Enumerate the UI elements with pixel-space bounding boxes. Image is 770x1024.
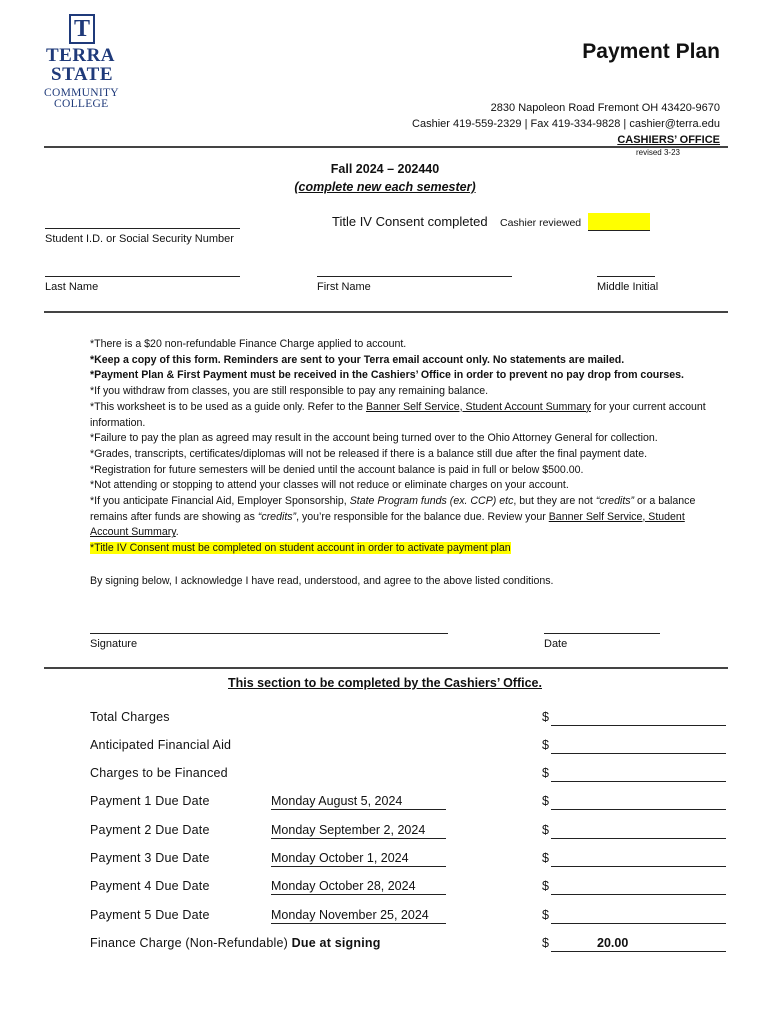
term-item: *Failure to pay the plan as agreed may result in the account being turned over to the Ohio Attorney General for collection. (90, 432, 658, 445)
term-item: *Registration for future semesters will be denied until the account balance is paid in full or below $500.00. (90, 463, 584, 476)
term-item: *Grades, transcripts, certificates/diplomas will not be released if there is a balance still due after the final payment date. (90, 447, 648, 460)
cashier-row (90, 823, 730, 843)
due-date: Monday November 25, 2024 (271, 908, 446, 924)
dollar-sign: $ (542, 936, 549, 950)
cashier-row (90, 766, 730, 786)
due-date: Monday September 2, 2024 (271, 823, 446, 839)
dollar-sign: $ (542, 823, 549, 837)
amount-field[interactable] (551, 838, 726, 839)
signature-line[interactable] (90, 633, 448, 634)
cashier-row-label: Payment 1 Due Date (90, 794, 210, 808)
section-divider-2 (44, 667, 728, 669)
logo-line-college: COLLEGE (54, 98, 109, 110)
due-date: Monday October 1, 2024 (271, 851, 446, 867)
cashier-row (90, 738, 730, 758)
address: 2830 Napoleon Road Fremont OH 43420-9670 (490, 102, 720, 114)
last-name-label: Last Name (45, 281, 99, 293)
finance-amount: 20.00 (597, 936, 629, 950)
logo-t-letter: T (73, 16, 90, 42)
acknowledgement: By signing below, I acknowledge I have read, understood, and agree to the above listed conditions. (90, 575, 554, 587)
cashier-row (90, 851, 730, 871)
office-name: CASHIERS’ OFFICE (617, 134, 720, 146)
finance-amount-line (551, 951, 726, 952)
student-id-line[interactable] (45, 228, 240, 229)
amount-field[interactable] (551, 809, 726, 810)
banner-link[interactable]: Banner Self Service, Student Account Summary (365, 400, 591, 413)
date-line[interactable] (544, 633, 660, 634)
cashier-row (90, 879, 730, 899)
page-title: Payment Plan (582, 40, 720, 63)
cashier-section-heading: This section to be completed by the Cashiers’ Office. (228, 676, 542, 690)
cashier-row-label: Anticipated Financial Aid (90, 738, 232, 752)
dollar-sign: $ (542, 879, 549, 893)
first-name-label: First Name (317, 281, 371, 293)
date-label: Date (544, 638, 568, 650)
middle-initial-label: Middle Initial (597, 281, 659, 293)
logo-line-community: COMMUNITY (44, 87, 119, 99)
term-item: *This worksheet is to be used as a guide only. Refer to the Banner Self Service, Student Account Summary for your current account information. (90, 400, 706, 429)
student-id-label: Student I.D. or Social Security Number (45, 233, 234, 245)
section-divider-1 (44, 311, 728, 313)
terms-list (90, 337, 722, 557)
dollar-sign: $ (542, 738, 549, 752)
term-item: *If you withdraw from classes, you are still responsible to pay any remaining balance. (90, 385, 489, 398)
finance-charge-label: Finance Charge (Non-Refundable) Due at signing (90, 936, 381, 950)
amount-field[interactable] (551, 866, 726, 867)
dollar-sign: $ (542, 851, 549, 865)
dollar-sign: $ (542, 710, 549, 724)
revised-date: revised 3-23 (635, 148, 680, 157)
logo-line-terra: TERRA (46, 45, 116, 66)
term-item (90, 541, 722, 557)
cashier-row-label: Payment 2 Due Date (90, 823, 210, 837)
term-item: *Payment Plan & First Payment must be received in the Cashiers’ Office in order to prevent no pay drop from courses. (90, 369, 685, 382)
amount-field[interactable] (551, 781, 726, 782)
amount-field[interactable] (551, 923, 726, 924)
title4-notice: *Title IV Consent must be completed on student account in order to activate payment plan (90, 542, 511, 555)
term-item: *Not attending or stopping to attend your classes will not reduce or eliminate charges on your account. (90, 479, 569, 492)
dollar-sign: $ (542, 766, 549, 780)
contact-line: Cashier 419-559-2329 | Fax 419-334-9828 | cashier@terra.edu (412, 118, 720, 130)
title4-consent-label: Title IV Consent completed (332, 214, 488, 229)
amount-field[interactable] (551, 753, 726, 754)
finance-charge-row (90, 936, 730, 956)
due-date: Monday August 5, 2024 (271, 794, 446, 810)
amount-field[interactable] (551, 894, 726, 895)
cashier-row (90, 710, 730, 730)
dollar-sign: $ (542, 794, 549, 808)
term-note: (complete new each semester) (294, 180, 476, 194)
cashier-row (90, 908, 730, 928)
cashier-row-label: Payment 3 Due Date (90, 851, 210, 865)
middle-initial-line[interactable] (597, 276, 655, 277)
term-item: *There is a $20 non-refundable Finance Charge applied to account. (90, 338, 407, 350)
cashier-row-label: Charges to be Financed (90, 766, 228, 780)
cashier-row-label: Total Charges (90, 710, 170, 724)
dollar-sign: $ (542, 908, 549, 922)
cashier-reviewed-field[interactable] (588, 213, 650, 231)
term-title: Fall 2024 – 202440 (330, 162, 440, 176)
amount-field[interactable] (551, 725, 726, 726)
last-name-line[interactable] (45, 276, 240, 277)
first-name-line[interactable] (317, 276, 512, 277)
cashier-reviewed-label: Cashier reviewed (500, 217, 582, 229)
signature-label: Signature (90, 638, 138, 650)
banner-link[interactable]: Banner Self Service, Student Account Summary (90, 510, 685, 539)
term-item: *If you anticipate Financial Aid, Employer Sponsorship, State Program funds (ex. CCP) etc, but they are not “credits” or a balance remains after funds are showing as “credits”, you’re responsible for the balance due. Review your Banner Self Service, Student Account Summary. (90, 495, 696, 539)
due-date: Monday October 28, 2024 (271, 879, 446, 895)
cashier-row-label: Payment 5 Due Date (90, 908, 210, 922)
cashier-row-label: Payment 4 Due Date (90, 879, 210, 893)
logo-t-mark (69, 14, 95, 44)
term-item: *Keep a copy of this form. Reminders are sent to your Terra email account only. No statements are mailed. (90, 353, 625, 366)
cashier-row (90, 794, 730, 814)
logo-line-state: STATE (51, 64, 113, 85)
